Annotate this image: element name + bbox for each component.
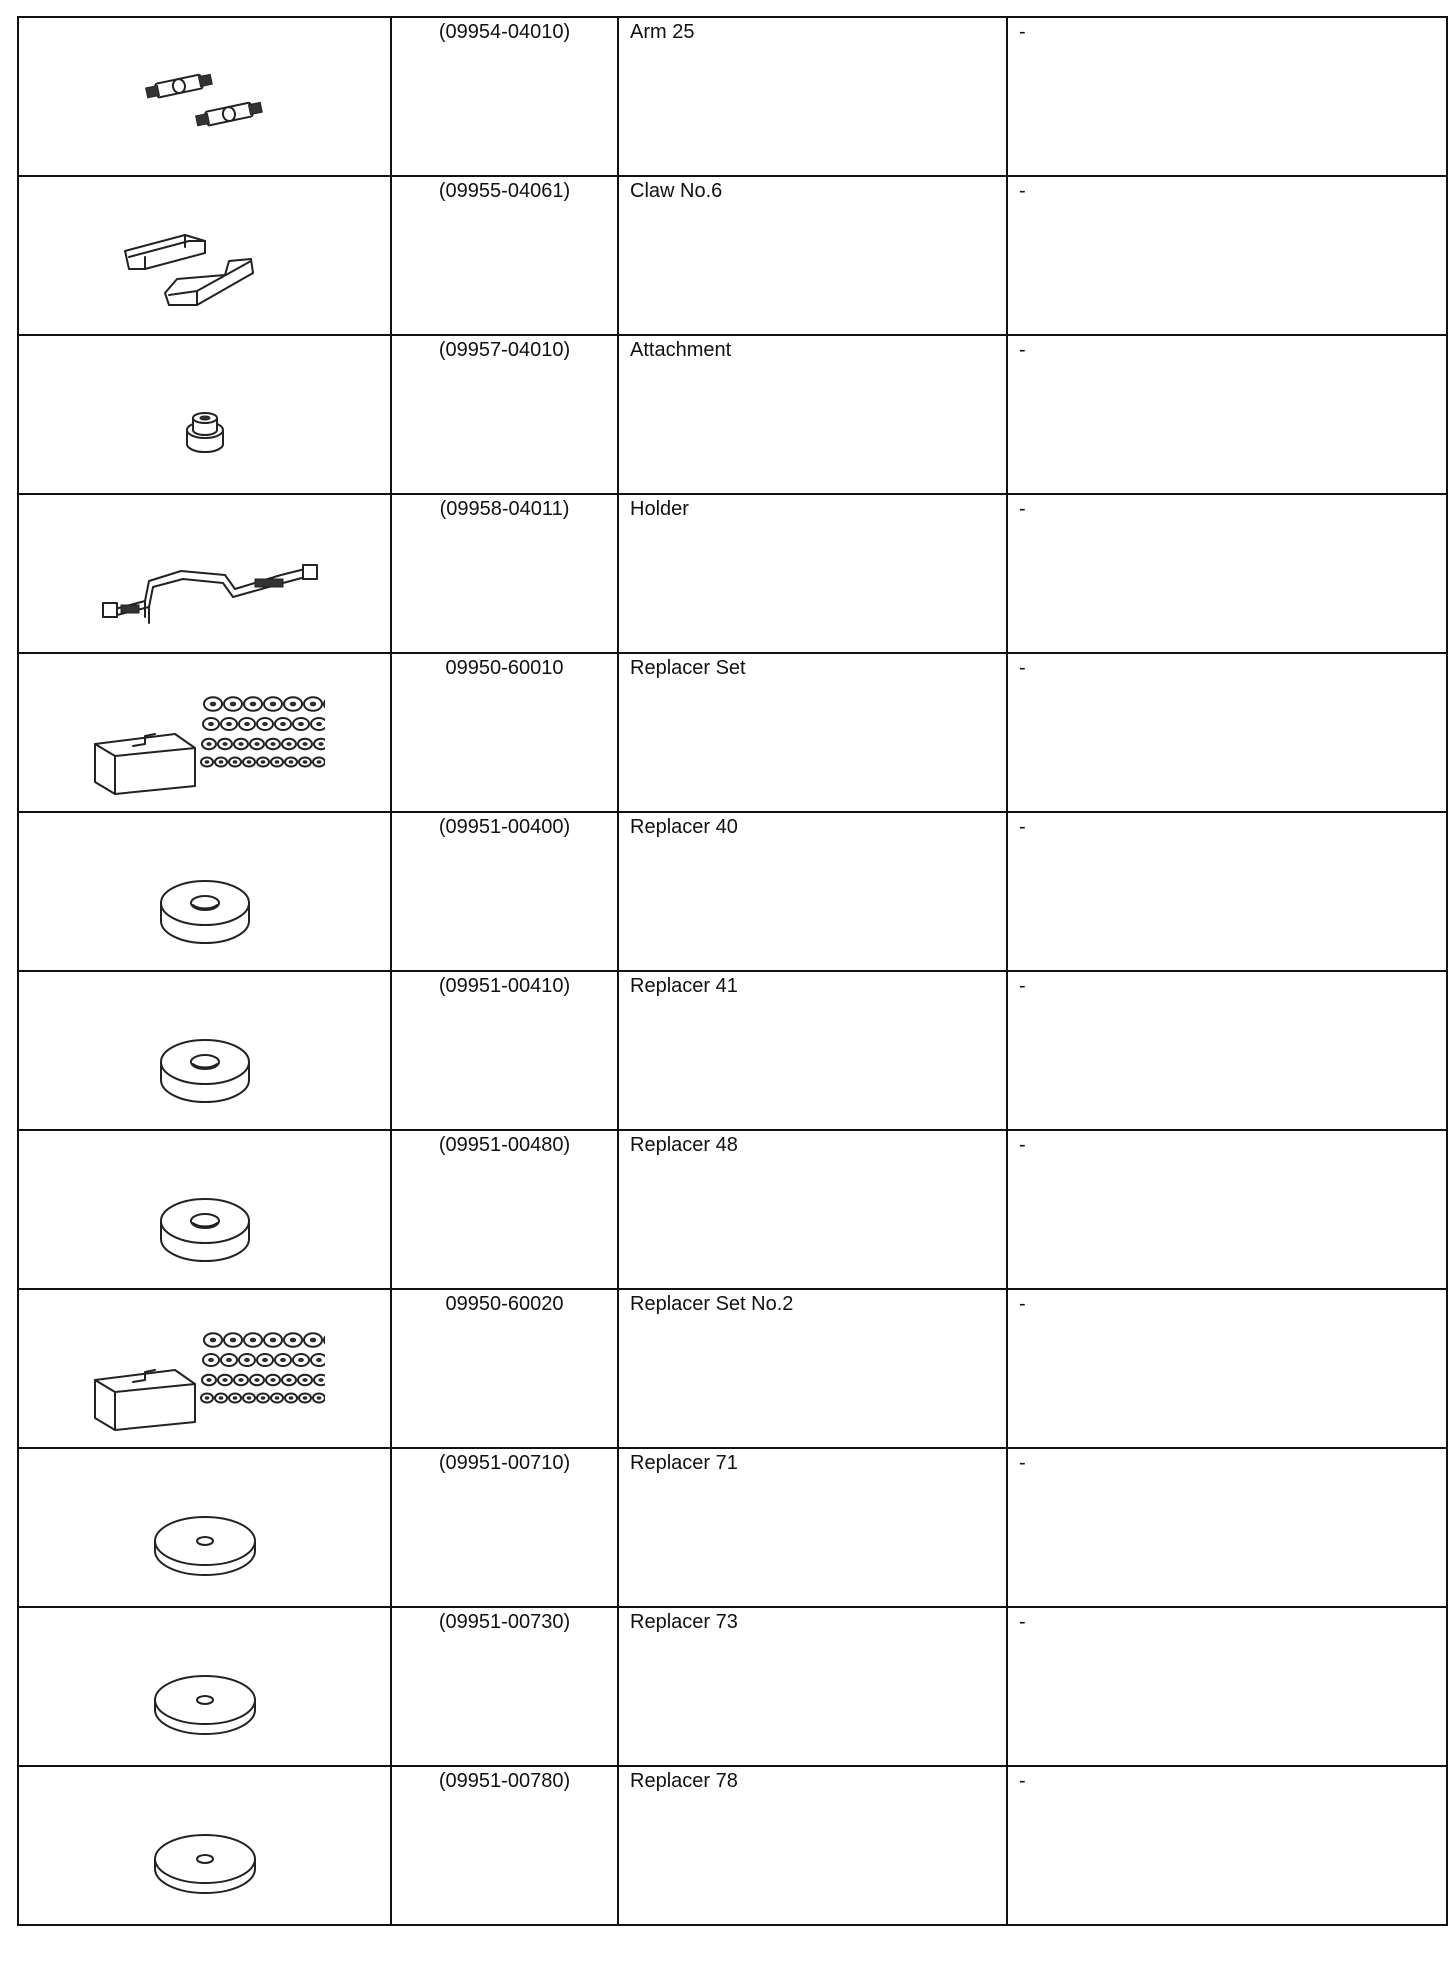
part-number: 09950-60020	[445, 1293, 564, 1315]
table-row	[18, 335, 1447, 494]
part-number: 09950-60010	[445, 657, 564, 679]
note-cell	[1007, 176, 1447, 335]
part-number-cell	[391, 494, 618, 653]
part-number: (09958-04011)	[439, 498, 570, 520]
holder-icon	[85, 531, 325, 641]
table-row	[18, 1607, 1447, 1766]
tool-image-cell	[18, 1766, 391, 1925]
tool-image-cell	[18, 1607, 391, 1766]
part-number: (09951-00400)	[438, 816, 571, 838]
replacer-ring-icon	[85, 849, 325, 959]
tool-name-cell	[618, 653, 1007, 812]
replacer-ring-icon	[85, 1008, 325, 1118]
tool-name: Replacer 48	[630, 1134, 738, 1156]
note-text: -	[1019, 1770, 1026, 1792]
note-cell	[1007, 17, 1447, 176]
tool-name-cell	[618, 1607, 1007, 1766]
special-tools-table	[17, 16, 1448, 1926]
special-tools-sheet	[17, 16, 1438, 1926]
note-cell	[1007, 1766, 1447, 1925]
part-number: (09955-04061)	[438, 180, 571, 202]
part-number: (09951-00480)	[438, 1134, 571, 1156]
tool-name-cell	[618, 1448, 1007, 1607]
tool-name-cell	[618, 1289, 1007, 1448]
note-cell	[1007, 653, 1447, 812]
part-number-cell	[391, 1607, 618, 1766]
tool-name: Replacer Set No.2	[630, 1293, 794, 1315]
note-text: -	[1019, 975, 1026, 997]
tool-name: Replacer Set	[630, 657, 746, 679]
part-number: (09951-00410)	[438, 975, 571, 997]
replacer-set-icon	[85, 1326, 325, 1436]
tool-name: Arm 25	[630, 21, 695, 43]
tool-image-cell	[18, 335, 391, 494]
tool-name-cell	[618, 494, 1007, 653]
attachment-icon	[85, 372, 325, 482]
part-number-cell	[391, 971, 618, 1130]
part-number: (09954-04010)	[438, 21, 571, 43]
note-text: -	[1019, 1611, 1026, 1633]
tool-image-cell	[18, 971, 391, 1130]
tool-name: Replacer 78	[630, 1770, 738, 1792]
note-cell	[1007, 1448, 1447, 1607]
tool-name-cell	[618, 17, 1007, 176]
table-row	[18, 176, 1447, 335]
note-cell	[1007, 812, 1447, 971]
note-text: -	[1019, 339, 1026, 361]
table-row	[18, 1130, 1447, 1289]
part-number-cell	[391, 812, 618, 971]
note-text: -	[1019, 657, 1026, 679]
note-text: -	[1019, 21, 1026, 43]
part-number: (09951-00780)	[438, 1770, 571, 1792]
tool-name: Replacer 71	[630, 1452, 738, 1474]
tool-name-cell	[618, 1130, 1007, 1289]
tool-image-cell	[18, 1448, 391, 1607]
tool-image-cell	[18, 812, 391, 971]
tool-name-cell	[618, 335, 1007, 494]
tool-name-cell	[618, 971, 1007, 1130]
tool-name: Replacer 41	[630, 975, 738, 997]
table-row	[18, 653, 1447, 812]
table-row	[18, 971, 1447, 1130]
table-row	[18, 812, 1447, 971]
tool-image-cell	[18, 653, 391, 812]
part-number-cell	[391, 1448, 618, 1607]
tool-image-cell	[18, 1289, 391, 1448]
note-cell	[1007, 1289, 1447, 1448]
part-number: (09951-00730)	[438, 1611, 571, 1633]
note-cell	[1007, 1130, 1447, 1289]
part-number-cell	[391, 1130, 618, 1289]
note-text: -	[1019, 816, 1026, 838]
part-number-cell	[391, 17, 618, 176]
tool-name-cell	[618, 1766, 1007, 1925]
tool-name: Holder	[630, 498, 689, 520]
table-row	[18, 1289, 1447, 1448]
replacer-disc-icon	[85, 1485, 325, 1595]
note-text: -	[1019, 1452, 1026, 1474]
tool-image-cell	[18, 1130, 391, 1289]
note-cell	[1007, 971, 1447, 1130]
tool-image-cell	[18, 176, 391, 335]
part-number-cell	[391, 1766, 618, 1925]
table-row	[18, 17, 1447, 176]
replacer-disc-icon	[85, 1803, 325, 1913]
table-row	[18, 494, 1447, 653]
note-text: -	[1019, 498, 1026, 520]
tool-name: Replacer 73	[630, 1611, 738, 1633]
tool-name: Replacer 40	[630, 816, 738, 838]
tool-name-cell	[618, 812, 1007, 971]
arm-25-icon	[85, 54, 325, 164]
replacer-ring-icon	[85, 1167, 325, 1277]
tool-image-cell	[18, 17, 391, 176]
part-number-cell	[391, 176, 618, 335]
part-number-cell	[391, 653, 618, 812]
part-number: (09951-00710)	[438, 1452, 571, 1474]
note-cell	[1007, 1607, 1447, 1766]
part-number-cell	[391, 335, 618, 494]
note-text: -	[1019, 180, 1026, 202]
replacer-disc-icon	[85, 1644, 325, 1754]
note-text: -	[1019, 1134, 1026, 1156]
part-number: (09957-04010)	[438, 339, 571, 361]
table-row	[18, 1766, 1447, 1925]
note-cell	[1007, 494, 1447, 653]
tool-image-cell	[18, 494, 391, 653]
part-number-cell	[391, 1289, 618, 1448]
table-row	[18, 1448, 1447, 1607]
tool-name-cell	[618, 176, 1007, 335]
tool-name: Attachment	[630, 339, 732, 361]
note-cell	[1007, 335, 1447, 494]
note-text: -	[1019, 1293, 1026, 1315]
special-tools-table-body	[18, 17, 1447, 1925]
replacer-set-icon	[85, 690, 325, 800]
claw-icon	[85, 213, 325, 323]
tool-name: Claw No.6	[630, 180, 723, 202]
